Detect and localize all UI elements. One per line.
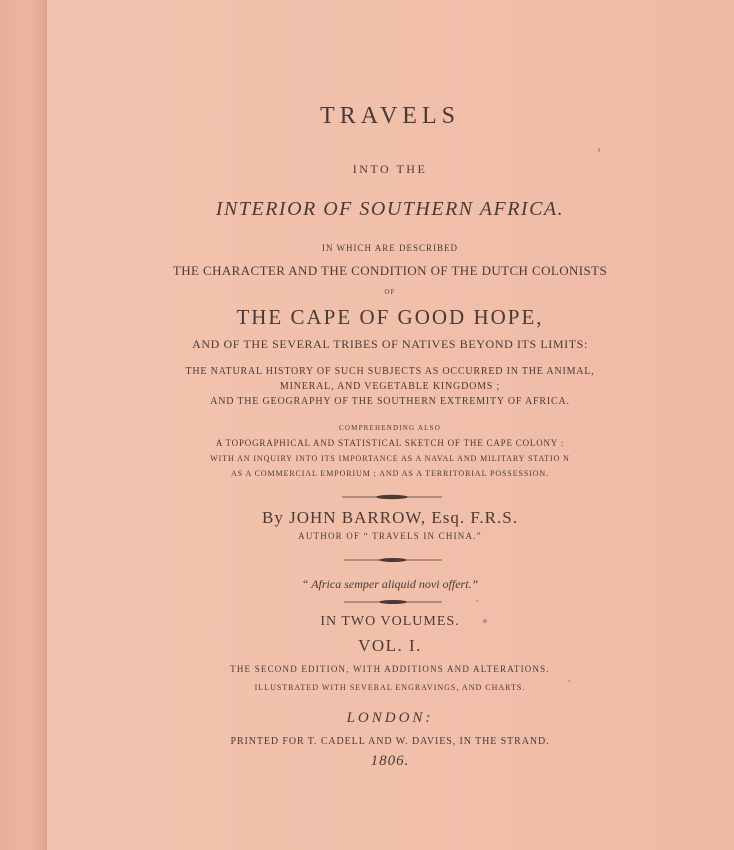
book-title: TRAVELS: [320, 103, 460, 129]
character-line: THE CHARACTER AND THE CONDITION OF THE DUTCH COLONISTS: [172, 263, 608, 278]
illustrated-line: ILLUSTRATED WITH SEVERAL ENGRAVINGS, AND CHARTS.: [254, 683, 526, 692]
topographical-line: A TOPOGRAPHICAL AND STATISTICAL SKETCH OF THE CAPE COLONY :: [215, 438, 565, 448]
ornamental-rule-3: [344, 599, 442, 605]
motto: “ Africa semper aliquid novi offert.”: [301, 577, 479, 591]
place-of-publication: LONDON:: [346, 710, 434, 726]
foxing-spot: [476, 600, 478, 602]
printer-line: PRINTED FOR T. CADELL AND W. DAVIES, IN THE STRAND.: [230, 736, 550, 747]
publication-year: 1806.: [370, 753, 410, 769]
natural-history-line-2: MINERAL, AND VEGETABLE KINGDOMS ;: [279, 381, 501, 392]
into-the-line: INTO THE: [352, 162, 428, 176]
volume-number: VOL. I.: [358, 636, 422, 655]
volumes-line: IN TWO VOLUMES.: [320, 614, 460, 629]
natural-history-line-3: AND THE GEOGRAPHY OF THE SOUTHERN EXTREMITY OF AFRICA.: [210, 396, 570, 407]
cape-of-good-hope: THE CAPE OF GOOD HOPE,: [236, 305, 544, 329]
edition-line: THE SECOND EDITION, WITH ADDITIONS AND ALTERATIONS.: [230, 664, 550, 674]
inquiry-line-2: AS A COMMERCIAL EMPORIUM ; AND AS A TERRITORIAL POSSESSION.: [230, 469, 550, 478]
comprehending-line: COMPREHENDING ALSO: [339, 424, 441, 432]
foxing-spot: [568, 680, 570, 682]
ornamental-rule-2: [344, 557, 442, 563]
subtitle-interior: INTERIOR OF SOUTHERN AFRICA.: [215, 198, 565, 220]
foxing-spot: [598, 148, 600, 152]
ornamental-rule-1: [342, 494, 442, 500]
author-of-line: AUTHOR OF “ TRAVELS IN CHINA.”: [298, 531, 482, 541]
natural-history-line-1: THE NATURAL HISTORY OF SUCH SUBJECTS AS OCCURRED IN THE ANIMAL,: [185, 366, 595, 377]
of-line: OF: [384, 288, 396, 296]
foxing-spot: [483, 619, 487, 623]
in-which-line: IN WHICH ARE DESCRIBED: [321, 243, 459, 253]
book-gutter: [0, 0, 47, 850]
author-line: By JOHN BARROW, Esq. F.R.S.: [262, 508, 518, 527]
inquiry-line-1: WITH AN INQUIRY INTO ITS IMPORTANCE AS A NAVAL AND MILITARY STATIO N: [210, 454, 570, 463]
tribes-line: AND OF THE SEVERAL TRIBES OF NATIVES BEYOND ITS LIMITS:: [192, 337, 588, 351]
